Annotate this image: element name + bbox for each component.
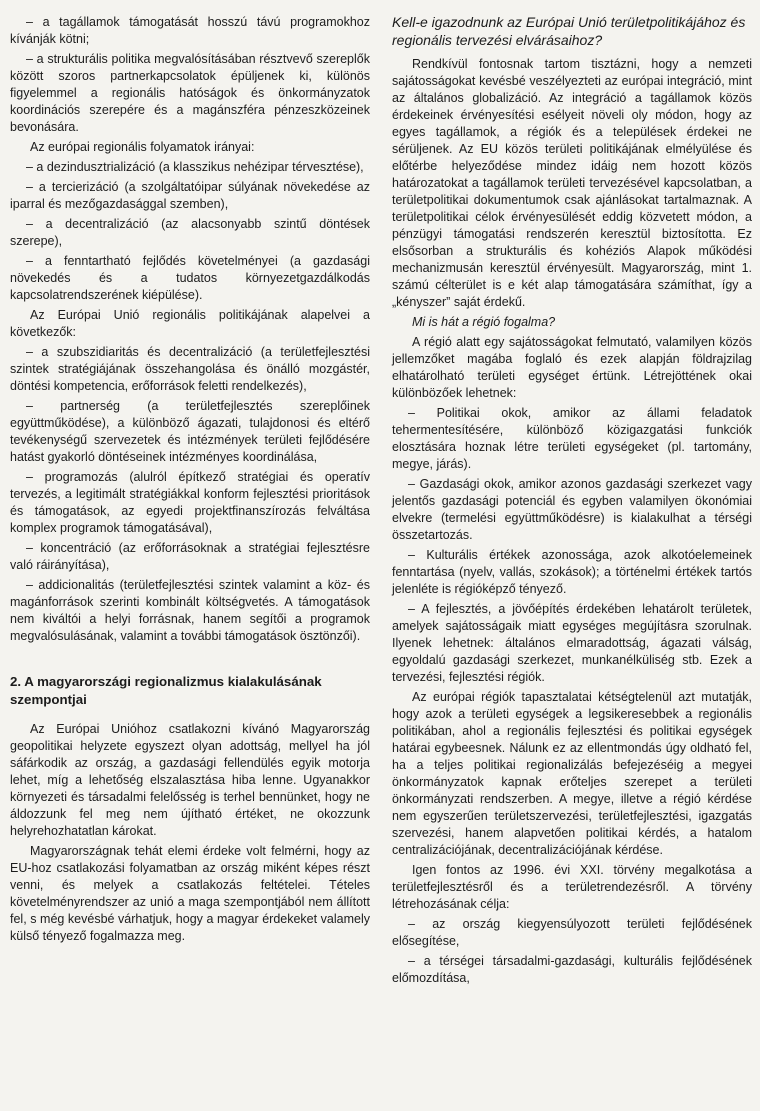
- list-item: – a tercierizáció (a szolgáltatóipar súlyának növekedése az iparral és mezőgazdasággal szemben),: [10, 180, 370, 211]
- paragraph: – a strukturális politika megvalósításában résztvevő szereplők között szoros partnerkapcsolatok épüljenek ki, különös figyelemmel a regionális hatóságok és önkormányzatok koordinációs szerepére és a magánszféra pénzeszközeinek bevonására.: [10, 52, 370, 134]
- left-column: [10, 14, 370, 948]
- list-item: – a térségei társadalmi-gazdasági, kulturális fejlődésének előmozdítása,: [392, 953, 752, 985]
- paragraph: Magyarországnak tehát elemi érdeke volt felmérni, hogy az EU-hoz csatlakozási folyamatban az ország miként képes részt venni, és melyek a csatlakozás feltételei. Tételes követelményrendszer az unió a maga szempontjából nem állított fel, s még kevésbé várhatjuk, hogy a magyar érdekeket valamely külső tényező fogalmazza meg.: [10, 844, 370, 944]
- list-item: – a decentralizáció (az alacsonyabb szintű döntések szerepe),: [10, 217, 370, 248]
- paragraph: Az Európai Unióhoz csatlakozni kívánó Magyarország geopolitikai helyzete egyszezt olyan adottság, mellyel ha jól sáfárkodik az ország, a gazdasági fellendülés egyik motorja lehet, míg a lehetőség elszalasztása hiba lenne. Ugyanakkor környezeti és társadalmi felelősség is terhel bennünket, hogy ne áldozzunk fel meg nem újítható értéket, ne okozzunk helyrehozhatatlan károkat.: [10, 722, 370, 839]
- paragraph: Az Európai Unió regionális politikájának alapelvei a következők:: [10, 308, 370, 339]
- question-heading: Kell-e igazodnunk az Európai Unió területpolitikájához és regionális tervezési elvárásaihoz?: [392, 14, 746, 48]
- list-item: – az ország kiegyensúlyozott területi fejlődésének elősegítése,: [392, 916, 752, 948]
- list-item: – A fejlesztés, a jövőépítés érdekében lehatárolt területek, amelyek sajátosságaik miatt egységes megújításra szorulnak. Ilyenek lehetnek: általános elmaradottság, ágazati válság, egyoldalú gazdasági szerkezet, munkanélküliség stb. Ezek a tervezési, fejlesztési régiók.: [392, 601, 752, 684]
- section-heading: 2. A magyarországi regionalizmus kialakulásának szempontjai: [10, 674, 322, 708]
- list-item: – a dezindusztrializáció (a klasszikus nehézipar térvesztése),: [26, 160, 364, 174]
- paragraph: Igen fontos az 1996. évi XXI. törvény megalkotása a területfejlesztésről és a területrendezésről. A törvény létrehozásának célja:: [392, 862, 752, 911]
- paragraph: Rendkívül fontosnak tartom tisztázni, hogy a nemzeti sajátosságokat kevésbé veszélyezteti az európai integráció, mint az általános globalizáció. Az integráció a tagállamok közös érdekeinek érvényesítési esélyeit növeli oly módon, hogy az egyes tagállamok, a régiók és a települések érdekei ne sérüljenek. Az EU közös területi politikájának elmélyülése és előtérbe helyeződése mindez idáig nem hozott közös határozatokat a tagállamok területi tervezésével kapcsolatban, a területpolitikai dokumentumok csak ajánlásokat tartalmaznak. A területpolitikai célok érvényesülését eddig közvetett módon, a pénzügyi támogatási rendszerén keresztül biztosította. Ez elsősorban a strukturális és kohéziós Alapok működési mechanizmusán keresztül érvényesült. Magyarország, mint 1. számú célterület is e két alap támogatására számíthat, így a „kényszer” saját érdekű.: [392, 56, 752, 309]
- list-item: – Kulturális értékek azonossága, azok alkotóelemeinek fenntartása (nyelv, vallás, szokások); a történelmi értékek tartós jelenléte is régióképző tényező.: [392, 547, 752, 596]
- list-item: – programozás (alulról építkező stratégiai és operatív tervezés, a legitimált stratégiákkal konform fejlesztési prioritások és támogatások, az egyedi projektfinanszírozás felváltása komplex programok támogatásával),: [10, 470, 370, 535]
- paragraph: A régió alatt egy sajátosságokat felmutató, valamilyen közös jellemzőket magába foglaló és ezek alapján földrajzilag elhatárolható területi egységet értünk. Létrejöttének okai különbözőek lehetnek:: [392, 334, 752, 400]
- list-item: – a fenntartható fejlődés követelményei (a gazdasági növekedés és a tudatos környezetgazdálkodás kapcsolatrendszerének kiépülése).: [10, 254, 370, 302]
- paragraph: Az európai régiók tapasztalatai kétségtelenül azt mutatják, hogy azok a területi egységek a legsikeresebbek a regionális politikában, ahol a regionális fejlesztési és politikai egységek határai egybeesnek. Nálunk ez az ellentmondás úgy oldható fel, ha a teljes politikai regionalizálás befejezéséig a megyei önkormányzatok kapnak erőteljes szerepet a területi önkormányzati rendszerben. A megye, illetve a régió kérdése nem egyszerűen területszervezési, területfejlesztési, igazgatás szervezési, hanem alapvetően politikai kérdés, a hatalom centralizációjának, decentralizációjának kérdése.: [392, 689, 752, 857]
- right-column: [392, 14, 752, 990]
- paragraph: Az európai regionális folyamatok irányai:: [30, 140, 255, 154]
- question-subheading: Mi is hát a régió fogalma?: [412, 314, 556, 329]
- paragraph: – a tagállamok támogatását hosszú távú programokhoz kívánják kötni;: [10, 15, 370, 46]
- list-item: – a szubszidiaritás és decentralizáció (a területfejlesztési szintek stratégiájának összehangolása és önálló mozgástér, döntési kompetencia, erőforrások feletti rendelkezés),: [10, 345, 370, 393]
- list-item: – addicionalitás (területfejlesztési szintek valamint a köz- és magánforrások szerinti kombinált költségvetés. A támogatások nem kiváltói a helyi forrásnak, hanem segítői a programok megvalósulásának, valamint a további támogatások ösztönzői).: [10, 578, 370, 643]
- list-item: – koncentráció (az erőforrásoknak a stratégiai fejlesztésre való ráirányítása),: [10, 541, 370, 572]
- list-item: – Gazdasági okok, amikor azonos gazdasági szerkezet vagy jelentős gazdasági potenciál és egyben valamilyen ökonómiai elvekre (termelési együttműködésre) is kialakulhat a térségi összetartozás.: [392, 476, 752, 542]
- list-item: – Politikai okok, amikor az állami feladatok tehermentesítésére, különböző közigazgatási funkciók elosztására hoznak létre területi egységeket (pl. tartomány, megye, járás).: [392, 405, 752, 471]
- list-item: – partnerség (a területfejlesztés szereplőinek együttműködése), a különböző ágazati, tulajdonosi és eltérő tevékenységű szervezetek és intézmények területi fejlődésére hatást gyakorló döntéseinek intézményes koordinálása,: [10, 399, 370, 464]
